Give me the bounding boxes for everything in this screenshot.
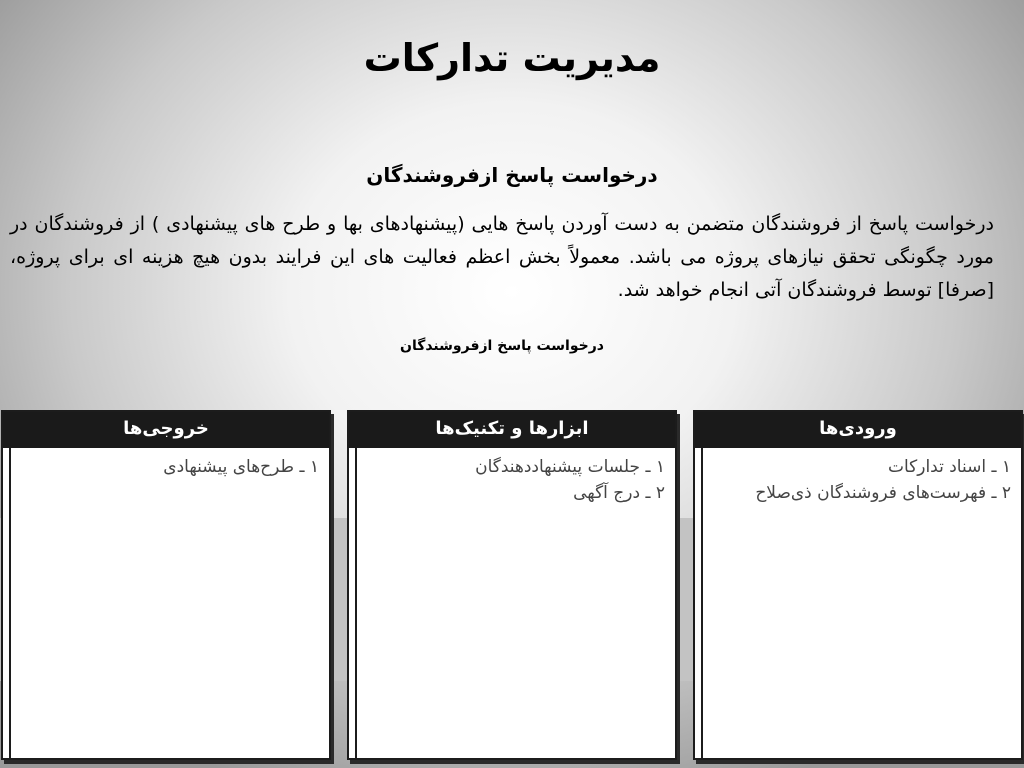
- list-item: ۱ ـ طرح‌های پیشنهادی: [163, 457, 319, 477]
- inputs-list: [713, 454, 1011, 506]
- tools-column-header: ابزارها و تکنیک‌ها: [349, 412, 675, 448]
- slide-title: مدیریت تدارکات: [363, 36, 661, 80]
- section-heading: درخواست پاسخ ازفروشندگان: [366, 163, 658, 187]
- outputs-column-header: خروجی‌ها: [3, 412, 329, 448]
- outputs-list: [21, 454, 319, 480]
- tools-list: [367, 454, 665, 506]
- outputs-column: [1, 410, 331, 760]
- description-paragraph: درخواست پاسخ از فروشندگان متضمن به دست آوردن پاسخ هایی (پیشنهادهای بها و طرح های پیشنهادی ) از فروشندگان در مورد چگونگی تحقق نیازهای پروژه می باشد. معمولاً بخش اعظم فعالیت های این فرایند بدون هیچ هزینه ای برای پروژه،[صرفا] توسط فروشندگان آتی انجام خواهد شد.: [10, 213, 994, 301]
- list-item: ۱ ـ اسناد تدارکات: [887, 457, 1011, 477]
- inputs-column-header: ورودی‌ها: [695, 412, 1021, 448]
- list-item: ۲ ـ درج آگهی: [573, 483, 665, 503]
- inputs-column-body: [701, 448, 1021, 758]
- outputs-column-body: [9, 448, 329, 758]
- tools-column: [347, 410, 677, 760]
- diagram-caption: درخواست پاسخ ازفروشندگان: [400, 338, 604, 354]
- list-item: ۲ ـ فهرست‌های فروشندگان ذی‌صلاح: [755, 483, 1011, 503]
- inputs-column: [693, 410, 1023, 760]
- list-item: ۱ ـ جلسات پیشنهاددهندگان: [475, 457, 665, 477]
- tools-column-body: [355, 448, 675, 758]
